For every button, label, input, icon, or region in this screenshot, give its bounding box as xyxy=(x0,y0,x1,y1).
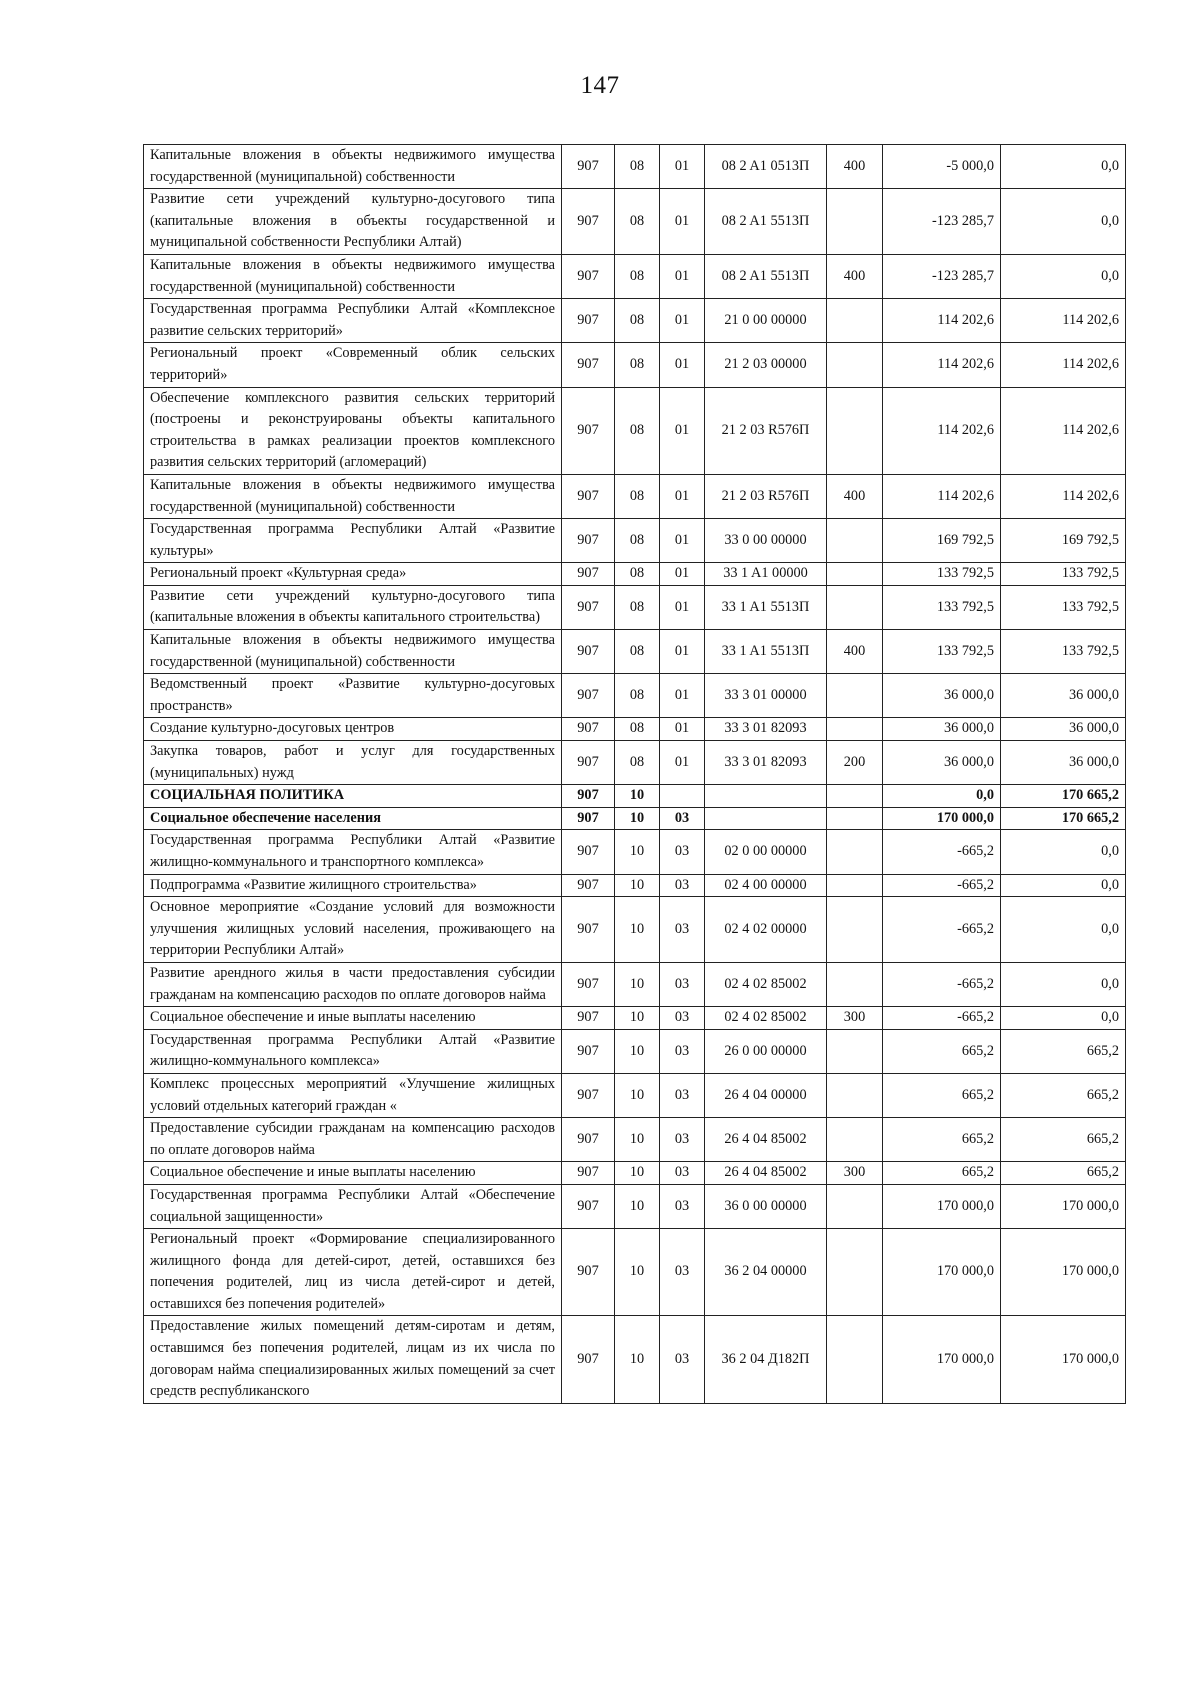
subsection-code-cell: 03 xyxy=(660,1029,705,1073)
subsection-code-cell: 01 xyxy=(660,474,705,518)
target-article-cell: 02 0 00 00000 xyxy=(705,830,827,874)
target-article-cell: 33 1 A1 5513П xyxy=(705,585,827,629)
subsection-code-cell: 01 xyxy=(660,189,705,255)
admin-code-cell: 907 xyxy=(562,519,615,563)
amount-year-2-cell: 114 202,6 xyxy=(1001,299,1126,343)
expense-type-cell xyxy=(827,343,883,387)
amount-year-2-cell: 133 792,5 xyxy=(1001,630,1126,674)
table-row xyxy=(144,897,1126,963)
section-code-cell: 10 xyxy=(615,1184,660,1228)
table-row xyxy=(144,299,1126,343)
amount-year-2-cell: 0,0 xyxy=(1001,1007,1126,1030)
amount-year-1-cell: 665,2 xyxy=(883,1073,1001,1117)
amount-year-1-cell: -123 285,7 xyxy=(883,189,1001,255)
admin-code-cell: 907 xyxy=(562,387,615,474)
expense-type-cell xyxy=(827,1073,883,1117)
subsection-code-cell: 01 xyxy=(660,630,705,674)
amount-year-2-cell: 170 665,2 xyxy=(1001,785,1126,808)
section-code-cell: 08 xyxy=(615,299,660,343)
amount-year-2-cell: 0,0 xyxy=(1001,897,1126,963)
section-code-cell: 08 xyxy=(615,519,660,563)
row-name-cell: Государственная программа Республики Алтай «Развитие жилищно-коммунального комплекса» xyxy=(144,1029,562,1073)
target-article-cell: 33 3 01 82093 xyxy=(705,718,827,741)
table-row xyxy=(144,189,1126,255)
amount-year-1-cell: 169 792,5 xyxy=(883,519,1001,563)
admin-code-cell: 907 xyxy=(562,1007,615,1030)
expense-type-cell xyxy=(827,585,883,629)
amount-year-1-cell: 133 792,5 xyxy=(883,630,1001,674)
row-name-cell: СОЦИАЛЬНАЯ ПОЛИТИКА xyxy=(144,785,562,808)
amount-year-1-cell: -665,2 xyxy=(883,1007,1001,1030)
section-code-cell: 08 xyxy=(615,585,660,629)
amount-year-1-cell: 133 792,5 xyxy=(883,563,1001,586)
row-name-cell: Развитие сети учреждений культурно-досугового типа (капитальные вложения в объекты государственной и муниципальной собственности Республики Алтай) xyxy=(144,189,562,255)
amount-year-2-cell: 0,0 xyxy=(1001,254,1126,298)
target-article-cell: 21 2 03 00000 xyxy=(705,343,827,387)
amount-year-2-cell: 114 202,6 xyxy=(1001,387,1126,474)
amount-year-2-cell: 170 000,0 xyxy=(1001,1316,1126,1403)
row-name-cell: Социальное обеспечение и иные выплаты населению xyxy=(144,1007,562,1030)
subsection-code-cell xyxy=(660,785,705,808)
section-code-cell: 10 xyxy=(615,874,660,897)
budget-table-body xyxy=(144,145,1126,1404)
table-row xyxy=(144,807,1126,830)
target-article-cell: 08 2 A1 5513П xyxy=(705,254,827,298)
table-row xyxy=(144,674,1126,718)
row-name-cell: Капитальные вложения в объекты недвижимого имущества государственной (муниципальной) собственности xyxy=(144,474,562,518)
amount-year-2-cell: 665,2 xyxy=(1001,1073,1126,1117)
target-article-cell: 33 1 A1 5513П xyxy=(705,630,827,674)
amount-year-1-cell: -665,2 xyxy=(883,874,1001,897)
table-row xyxy=(144,585,1126,629)
row-name-cell: Ведомственный проект «Развитие культурно-досуговых пространств» xyxy=(144,674,562,718)
section-code-cell: 08 xyxy=(615,718,660,741)
row-name-cell: Закупка товаров, работ и услуг для государственных (муниципальных) нужд xyxy=(144,741,562,785)
table-row xyxy=(144,474,1126,518)
subsection-code-cell: 01 xyxy=(660,718,705,741)
expense-type-cell: 400 xyxy=(827,145,883,189)
target-article-cell: 33 3 01 82093 xyxy=(705,741,827,785)
amount-year-2-cell: 0,0 xyxy=(1001,830,1126,874)
amount-year-2-cell: 133 792,5 xyxy=(1001,585,1126,629)
row-name-cell: Предоставление жилых помещений детям-сиротам и детям, оставшимся без попечения родителей, лицам из их числа по договорам найма специализированных жилых помещений за счет средств республиканского xyxy=(144,1316,562,1403)
section-code-cell: 08 xyxy=(615,254,660,298)
section-code-cell: 08 xyxy=(615,563,660,586)
table-row xyxy=(144,718,1126,741)
expense-type-cell xyxy=(827,1229,883,1316)
expense-type-cell xyxy=(827,874,883,897)
amount-year-2-cell: 0,0 xyxy=(1001,189,1126,255)
subsection-code-cell: 03 xyxy=(660,897,705,963)
row-name-cell: Региональный проект «Современный облик сельских территорий» xyxy=(144,343,562,387)
admin-code-cell: 907 xyxy=(562,741,615,785)
expense-type-cell: 400 xyxy=(827,254,883,298)
table-row xyxy=(144,874,1126,897)
row-name-cell: Обеспечение комплексного развития сельских территорий (построены и реконструированы объекты капитального строительства в рамках реализации проектов комплексного развития сельских территорий (агломераций) xyxy=(144,387,562,474)
section-code-cell: 08 xyxy=(615,145,660,189)
subsection-code-cell: 01 xyxy=(660,387,705,474)
amount-year-2-cell: 665,2 xyxy=(1001,1118,1126,1162)
subsection-code-cell: 01 xyxy=(660,585,705,629)
target-article-cell: 21 2 03 R576П xyxy=(705,474,827,518)
target-article-cell: 02 4 02 85002 xyxy=(705,962,827,1006)
section-code-cell: 10 xyxy=(615,962,660,1006)
admin-code-cell: 907 xyxy=(562,1162,615,1185)
table-row xyxy=(144,1029,1126,1073)
amount-year-2-cell: 0,0 xyxy=(1001,962,1126,1006)
section-code-cell: 08 xyxy=(615,741,660,785)
expense-type-cell xyxy=(827,785,883,808)
subsection-code-cell: 01 xyxy=(660,145,705,189)
expense-type-cell: 300 xyxy=(827,1162,883,1185)
amount-year-1-cell: 114 202,6 xyxy=(883,299,1001,343)
expense-type-cell: 200 xyxy=(827,741,883,785)
row-name-cell: Капитальные вложения в объекты недвижимого имущества государственной (муниципальной) собственности xyxy=(144,630,562,674)
amount-year-2-cell: 133 792,5 xyxy=(1001,563,1126,586)
subsection-code-cell: 03 xyxy=(660,962,705,1006)
subsection-code-cell: 01 xyxy=(660,674,705,718)
row-name-cell: Развитие сети учреждений культурно-досугового типа (капитальные вложения в объекты капитального строительства) xyxy=(144,585,562,629)
target-article-cell: 36 0 00 00000 xyxy=(705,1184,827,1228)
amount-year-1-cell: 170 000,0 xyxy=(883,807,1001,830)
section-code-cell: 10 xyxy=(615,1007,660,1030)
row-name-cell: Государственная программа Республики Алтай «Комплексное развитие сельских территорий» xyxy=(144,299,562,343)
admin-code-cell: 907 xyxy=(562,585,615,629)
table-row xyxy=(144,630,1126,674)
row-name-cell: Подпрограмма «Развитие жилищного строительства» xyxy=(144,874,562,897)
target-article-cell: 02 4 02 00000 xyxy=(705,897,827,963)
admin-code-cell: 907 xyxy=(562,962,615,1006)
target-article-cell: 33 3 01 00000 xyxy=(705,674,827,718)
amount-year-2-cell: 169 792,5 xyxy=(1001,519,1126,563)
section-code-cell: 10 xyxy=(615,830,660,874)
row-name-cell: Социальное обеспечение и иные выплаты населению xyxy=(144,1162,562,1185)
amount-year-1-cell: 36 000,0 xyxy=(883,674,1001,718)
section-code-cell: 10 xyxy=(615,1073,660,1117)
admin-code-cell: 907 xyxy=(562,785,615,808)
admin-code-cell: 907 xyxy=(562,1229,615,1316)
target-article-cell xyxy=(705,785,827,808)
row-name-cell: Развитие арендного жилья в части предоставления субсидии гражданам на компенсацию расходов по оплате договоров найма xyxy=(144,962,562,1006)
target-article-cell: 21 2 03 R576П xyxy=(705,387,827,474)
expense-type-cell: 400 xyxy=(827,474,883,518)
target-article-cell: 02 4 02 85002 xyxy=(705,1007,827,1030)
section-code-cell: 08 xyxy=(615,674,660,718)
admin-code-cell: 907 xyxy=(562,807,615,830)
target-article-cell: 36 2 04 00000 xyxy=(705,1229,827,1316)
target-article-cell: 21 0 00 00000 xyxy=(705,299,827,343)
expense-type-cell xyxy=(827,1118,883,1162)
amount-year-2-cell: 0,0 xyxy=(1001,145,1126,189)
row-name-cell: Социальное обеспечение населения xyxy=(144,807,562,830)
table-row xyxy=(144,1162,1126,1185)
expense-type-cell xyxy=(827,1029,883,1073)
target-article-cell: 36 2 04 Д182П xyxy=(705,1316,827,1403)
amount-year-1-cell: 170 000,0 xyxy=(883,1229,1001,1316)
target-article-cell: 08 2 A1 0513П xyxy=(705,145,827,189)
amount-year-1-cell: 114 202,6 xyxy=(883,343,1001,387)
section-code-cell: 10 xyxy=(615,1229,660,1316)
amount-year-1-cell: 36 000,0 xyxy=(883,741,1001,785)
subsection-code-cell: 01 xyxy=(660,343,705,387)
admin-code-cell: 907 xyxy=(562,1118,615,1162)
table-row xyxy=(144,387,1126,474)
table-row xyxy=(144,519,1126,563)
table-row xyxy=(144,962,1126,1006)
table-row xyxy=(144,343,1126,387)
table-row xyxy=(144,1184,1126,1228)
admin-code-cell: 907 xyxy=(562,1073,615,1117)
expense-type-cell xyxy=(827,1316,883,1403)
table-row xyxy=(144,830,1126,874)
admin-code-cell: 907 xyxy=(562,874,615,897)
row-name-cell: Региональный проект «Культурная среда» xyxy=(144,563,562,586)
table-row xyxy=(144,785,1126,808)
admin-code-cell: 907 xyxy=(562,563,615,586)
subsection-code-cell: 03 xyxy=(660,874,705,897)
table-row xyxy=(144,1229,1126,1316)
section-code-cell: 10 xyxy=(615,897,660,963)
amount-year-2-cell: 36 000,0 xyxy=(1001,741,1126,785)
expense-type-cell xyxy=(827,962,883,1006)
admin-code-cell: 907 xyxy=(562,343,615,387)
section-code-cell: 08 xyxy=(615,630,660,674)
admin-code-cell: 907 xyxy=(562,830,615,874)
target-article-cell: 02 4 00 00000 xyxy=(705,874,827,897)
row-name-cell: Государственная программа Республики Алтай «Обеспечение социальной защищенности» xyxy=(144,1184,562,1228)
admin-code-cell: 907 xyxy=(562,1029,615,1073)
section-code-cell: 08 xyxy=(615,343,660,387)
subsection-code-cell: 03 xyxy=(660,830,705,874)
admin-code-cell: 907 xyxy=(562,674,615,718)
subsection-code-cell: 03 xyxy=(660,1229,705,1316)
expense-type-cell xyxy=(827,830,883,874)
amount-year-1-cell: -665,2 xyxy=(883,830,1001,874)
row-name-cell: Капитальные вложения в объекты недвижимого имущества государственной (муниципальной) собственности xyxy=(144,254,562,298)
table-row xyxy=(144,145,1126,189)
subsection-code-cell: 03 xyxy=(660,1118,705,1162)
expense-type-cell xyxy=(827,299,883,343)
section-code-cell: 10 xyxy=(615,1162,660,1185)
amount-year-1-cell: 114 202,6 xyxy=(883,474,1001,518)
row-name-cell: Государственная программа Республики Алтай «Развитие культуры» xyxy=(144,519,562,563)
section-code-cell: 08 xyxy=(615,189,660,255)
row-name-cell: Региональный проект «Формирование специализированного жилищного фонда для детей-сирот, детей, оставшихся без попечения родителей, лиц из числа детей-сирот и детей, оставшихся без попечения родителей» xyxy=(144,1229,562,1316)
amount-year-1-cell: 665,2 xyxy=(883,1118,1001,1162)
table-row xyxy=(144,254,1126,298)
subsection-code-cell: 03 xyxy=(660,1162,705,1185)
target-article-cell: 26 0 00 00000 xyxy=(705,1029,827,1073)
target-article-cell: 26 4 04 00000 xyxy=(705,1073,827,1117)
row-name-cell: Основное мероприятие «Создание условий для возможности улучшения жилищных условий населения, проживающего на территории Республики Алтай» xyxy=(144,897,562,963)
amount-year-2-cell: 665,2 xyxy=(1001,1029,1126,1073)
amount-year-2-cell: 114 202,6 xyxy=(1001,474,1126,518)
row-name-cell: Капитальные вложения в объекты недвижимого имущества государственной (муниципальной) собственности xyxy=(144,145,562,189)
amount-year-1-cell: 114 202,6 xyxy=(883,387,1001,474)
section-code-cell: 10 xyxy=(615,807,660,830)
expense-type-cell xyxy=(827,674,883,718)
amount-year-1-cell: -123 285,7 xyxy=(883,254,1001,298)
table-row xyxy=(144,741,1126,785)
expense-type-cell xyxy=(827,718,883,741)
amount-year-2-cell: 114 202,6 xyxy=(1001,343,1126,387)
table-row xyxy=(144,1073,1126,1117)
section-code-cell: 10 xyxy=(615,1118,660,1162)
expense-type-cell xyxy=(827,519,883,563)
page-number: 147 xyxy=(580,72,620,99)
expense-type-cell xyxy=(827,189,883,255)
amount-year-1-cell: 0,0 xyxy=(883,785,1001,808)
admin-code-cell: 907 xyxy=(562,299,615,343)
subsection-code-cell: 01 xyxy=(660,299,705,343)
expense-type-cell xyxy=(827,1184,883,1228)
admin-code-cell: 907 xyxy=(562,254,615,298)
amount-year-2-cell: 665,2 xyxy=(1001,1162,1126,1185)
amount-year-1-cell: -5 000,0 xyxy=(883,145,1001,189)
section-code-cell: 10 xyxy=(615,1316,660,1403)
row-name-cell: Комплекс процессных мероприятий «Улучшение жилищных условий отдельных категорий граждан « xyxy=(144,1073,562,1117)
target-article-cell: 26 4 04 85002 xyxy=(705,1118,827,1162)
amount-year-1-cell: 170 000,0 xyxy=(883,1316,1001,1403)
section-code-cell: 10 xyxy=(615,785,660,808)
subsection-code-cell: 01 xyxy=(660,741,705,785)
target-article-cell xyxy=(705,807,827,830)
target-article-cell: 08 2 A1 5513П xyxy=(705,189,827,255)
amount-year-2-cell: 36 000,0 xyxy=(1001,674,1126,718)
row-name-cell: Предоставление субсидии гражданам на компенсацию расходов по оплате договоров найма xyxy=(144,1118,562,1162)
subsection-code-cell: 01 xyxy=(660,254,705,298)
amount-year-1-cell: 133 792,5 xyxy=(883,585,1001,629)
expense-type-cell: 300 xyxy=(827,1007,883,1030)
expense-type-cell xyxy=(827,563,883,586)
expense-type-cell xyxy=(827,387,883,474)
target-article-cell: 26 4 04 85002 xyxy=(705,1162,827,1185)
admin-code-cell: 907 xyxy=(562,897,615,963)
admin-code-cell: 907 xyxy=(562,1316,615,1403)
target-article-cell: 33 1 A1 00000 xyxy=(705,563,827,586)
section-code-cell: 10 xyxy=(615,1029,660,1073)
row-name-cell: Государственная программа Республики Алтай «Развитие жилищно-коммунального и транспортного комплекса» xyxy=(144,830,562,874)
amount-year-2-cell: 36 000,0 xyxy=(1001,718,1126,741)
section-code-cell: 08 xyxy=(615,474,660,518)
section-code-cell: 08 xyxy=(615,387,660,474)
subsection-code-cell: 03 xyxy=(660,807,705,830)
amount-year-1-cell: -665,2 xyxy=(883,897,1001,963)
amount-year-2-cell: 170 000,0 xyxy=(1001,1229,1126,1316)
admin-code-cell: 907 xyxy=(562,718,615,741)
amount-year-1-cell: 170 000,0 xyxy=(883,1184,1001,1228)
budget-table xyxy=(143,144,1126,1404)
amount-year-1-cell: 665,2 xyxy=(883,1029,1001,1073)
table-row xyxy=(144,1316,1126,1403)
subsection-code-cell: 03 xyxy=(660,1007,705,1030)
expense-type-cell: 400 xyxy=(827,630,883,674)
amount-year-1-cell: 665,2 xyxy=(883,1162,1001,1185)
amount-year-2-cell: 170 000,0 xyxy=(1001,1184,1126,1228)
amount-year-2-cell: 170 665,2 xyxy=(1001,807,1126,830)
admin-code-cell: 907 xyxy=(562,1184,615,1228)
table-row xyxy=(144,1118,1126,1162)
admin-code-cell: 907 xyxy=(562,630,615,674)
row-name-cell: Создание культурно-досуговых центров xyxy=(144,718,562,741)
subsection-code-cell: 03 xyxy=(660,1184,705,1228)
amount-year-1-cell: 36 000,0 xyxy=(883,718,1001,741)
amount-year-1-cell: -665,2 xyxy=(883,962,1001,1006)
subsection-code-cell: 03 xyxy=(660,1073,705,1117)
subsection-code-cell: 03 xyxy=(660,1316,705,1403)
expense-type-cell xyxy=(827,897,883,963)
table-row xyxy=(144,563,1126,586)
table-row xyxy=(144,1007,1126,1030)
subsection-code-cell: 01 xyxy=(660,519,705,563)
target-article-cell: 33 0 00 00000 xyxy=(705,519,827,563)
subsection-code-cell: 01 xyxy=(660,563,705,586)
amount-year-2-cell: 0,0 xyxy=(1001,874,1126,897)
admin-code-cell: 907 xyxy=(562,145,615,189)
expense-type-cell xyxy=(827,807,883,830)
admin-code-cell: 907 xyxy=(562,474,615,518)
admin-code-cell: 907 xyxy=(562,189,615,255)
